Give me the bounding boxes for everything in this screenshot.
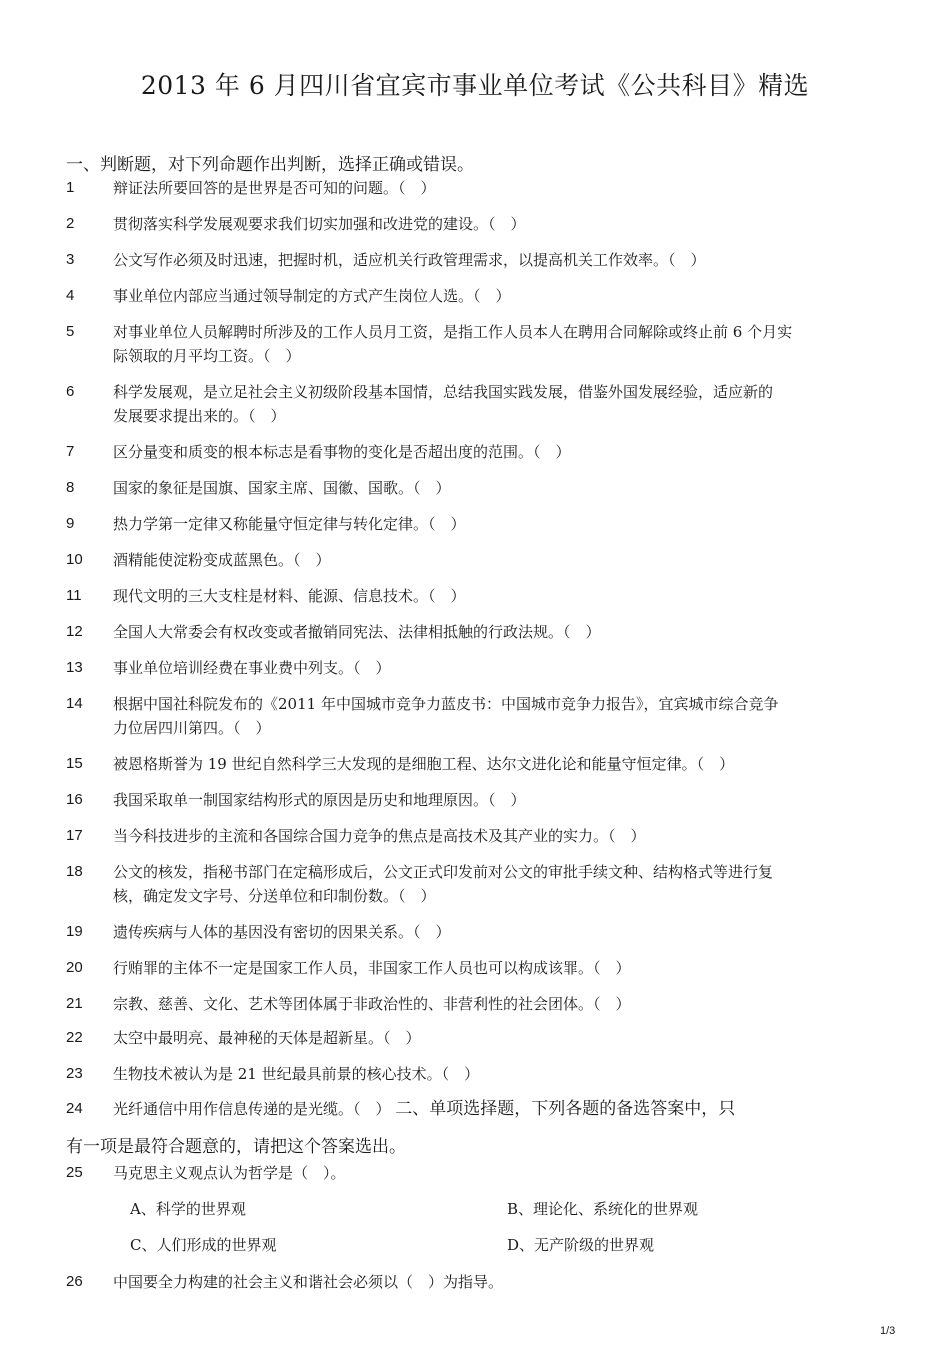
question-number: 4 xyxy=(66,287,75,304)
question-text-line: 根据中国社科院发布的《2011 年中国城市竞争力蓝皮书：中国城市竞争力报告》，宜宾城市综合竞争 xyxy=(113,695,779,713)
question-text xyxy=(113,380,873,428)
question-item xyxy=(66,380,876,428)
question-number: 5 xyxy=(66,323,75,340)
question-text: 被恩格斯誉为 19 世纪自然科学三大发现的是细胞工程、达尔文进化论和能量守恒定律。（ ） xyxy=(113,755,735,773)
question-number: 8 xyxy=(66,479,75,496)
question-text: 太空中最明亮、最神秘的天体是超新星。（ ） xyxy=(113,1029,421,1047)
question-text: 现代文明的三大支柱是材料、能源、信息技术。（ ） xyxy=(113,587,466,605)
question-text: 国家的象征是国旗、国家主席、国徽、国歌。（ ） xyxy=(113,479,451,497)
question-number: 16 xyxy=(66,791,83,808)
question-text: 公文写作必须及时迅速，把握时机，适应机关行政管理需求，以提高机关工作效率。（ ） xyxy=(113,251,706,269)
question-number: 6 xyxy=(66,383,75,400)
question-number: 23 xyxy=(66,1065,83,1082)
question-number: 17 xyxy=(66,827,83,844)
question-number: 1 xyxy=(66,179,75,196)
question-text: 中国要全力构建的社会主义和谐社会必须以（ ）为指导。 xyxy=(113,1273,504,1291)
question-text: 行贿罪的主体不一定是国家工作人员，非国家工作人员也可以构成该罪。（ ） xyxy=(113,959,631,977)
question-number: 25 xyxy=(66,1164,83,1181)
section-heading-continuation: 有一项是最符合题意的，请把这个答案选出。 xyxy=(66,1137,406,1157)
question-text: 酒精能使淀粉变成蓝黑色。（ ） xyxy=(113,551,331,569)
question-text: 热力学第一定律又称能量守恒定律与转化定律。（ ） xyxy=(113,515,466,533)
option-d: D、无产阶级的世界观 xyxy=(507,1236,655,1254)
page-title: 2013 年 6 月四川省宜宾市事业单位考试《公共科目》精选 xyxy=(140,71,810,100)
question-text: 事业单位培训经费在事业费中列支。（ ） xyxy=(113,659,391,677)
question-number: 9 xyxy=(66,515,75,532)
question-item xyxy=(66,692,876,740)
question-text xyxy=(113,860,873,908)
question-text xyxy=(113,1097,873,1121)
option-b: B、理论化、系统化的世界观 xyxy=(507,1200,699,1218)
question-text: 我国采取单一制国家结构形式的原因是历史和地理原因。（ ） xyxy=(113,791,526,809)
question-number: 7 xyxy=(66,443,75,460)
question-text-inline: 光纤通信中用作信息传递的是光缆。（ ） xyxy=(113,1100,391,1118)
section-heading-true-false: 一、判断题，对下列命题作出判断，选择正确或错误。 xyxy=(66,155,474,175)
question-number: 21 xyxy=(66,995,83,1012)
option-a: A、科学的世界观 xyxy=(130,1200,246,1218)
question-text-line: 对事业单位人员解聘时所涉及的工作人员月工资，是指工作人员本人在聘用合同解除或终止前 6 个月实 xyxy=(113,323,793,341)
question-text-line: 际领取的月平均工资。（ ） xyxy=(113,347,301,365)
question-number: 13 xyxy=(66,659,83,676)
question-text: 马克思主义观点认为哲学是（ ）。 xyxy=(113,1164,346,1182)
question-number: 22 xyxy=(66,1029,83,1046)
question-number: 18 xyxy=(66,863,83,880)
question-item xyxy=(66,860,876,908)
question-text: 区分量变和质变的根本标志是看事物的变化是否超出度的范围。（ ） xyxy=(113,443,571,461)
question-number: 15 xyxy=(66,755,83,772)
question-number: 26 xyxy=(66,1273,83,1290)
page-number: 1/3 xyxy=(880,1325,896,1337)
question-text: 宗教、慈善、文化、艺术等团体属于非政治性的、非营利性的社会团体。（ ） xyxy=(113,995,631,1013)
question-text-line: 公文的核发，指秘书部门在定稿形成后，公文正式印发前对公文的审批手续文种、结构格式等进行复 xyxy=(113,863,774,881)
question-text xyxy=(113,320,873,368)
question-text-line: 科学发展观，是立足社会主义初级阶段基本国情，总结我国实践发展，借鉴外国发展经验，适应新的 xyxy=(113,383,774,401)
section-heading-single-choice: 二、单项选择题，下列各题的备选答案中，只 xyxy=(395,1099,736,1119)
question-text: 事业单位内部应当通过领导制定的方式产生岗位人选。（ ） xyxy=(113,287,511,305)
question-text: 遗传疾病与人体的基因没有密切的因果关系。（ ） xyxy=(113,923,451,941)
question-number: 14 xyxy=(66,695,83,712)
question-text: 当今科技进步的主流和各国综合国力竞争的焦点是高技术及其产业的实力。（ ） xyxy=(113,827,646,845)
option-c: C、人们形成的世界观 xyxy=(130,1236,277,1254)
question-number: 12 xyxy=(66,623,83,640)
question-number: 3 xyxy=(66,251,75,268)
question-number: 2 xyxy=(66,215,75,232)
question-text: 贯彻落实科学发展观要求我们切实加强和改进党的建设。（ ） xyxy=(113,215,526,233)
question-number: 24 xyxy=(66,1100,83,1117)
question-number: 20 xyxy=(66,959,83,976)
question-text-line: 力位居四川第四。（ ） xyxy=(113,719,271,737)
question-text xyxy=(113,692,873,740)
question-text: 全国人大常委会有权改变或者撤销同宪法、法律相抵触的行政法规。（ ） xyxy=(113,623,601,641)
question-text-line: 核，确定发文字号、分送单位和印制份数。（ ） xyxy=(113,887,436,905)
question-text-line: 发展要求提出来的。（ ） xyxy=(113,407,286,425)
question-number: 19 xyxy=(66,923,83,940)
question-number: 11 xyxy=(66,587,82,604)
question-number: 10 xyxy=(66,551,83,568)
question-text: 辩证法所要回答的是世界是否可知的问题。（ ） xyxy=(113,179,436,197)
question-item xyxy=(66,320,876,368)
question-text: 生物技术被认为是 21 世纪最具前景的核心技术。（ ） xyxy=(113,1065,480,1083)
